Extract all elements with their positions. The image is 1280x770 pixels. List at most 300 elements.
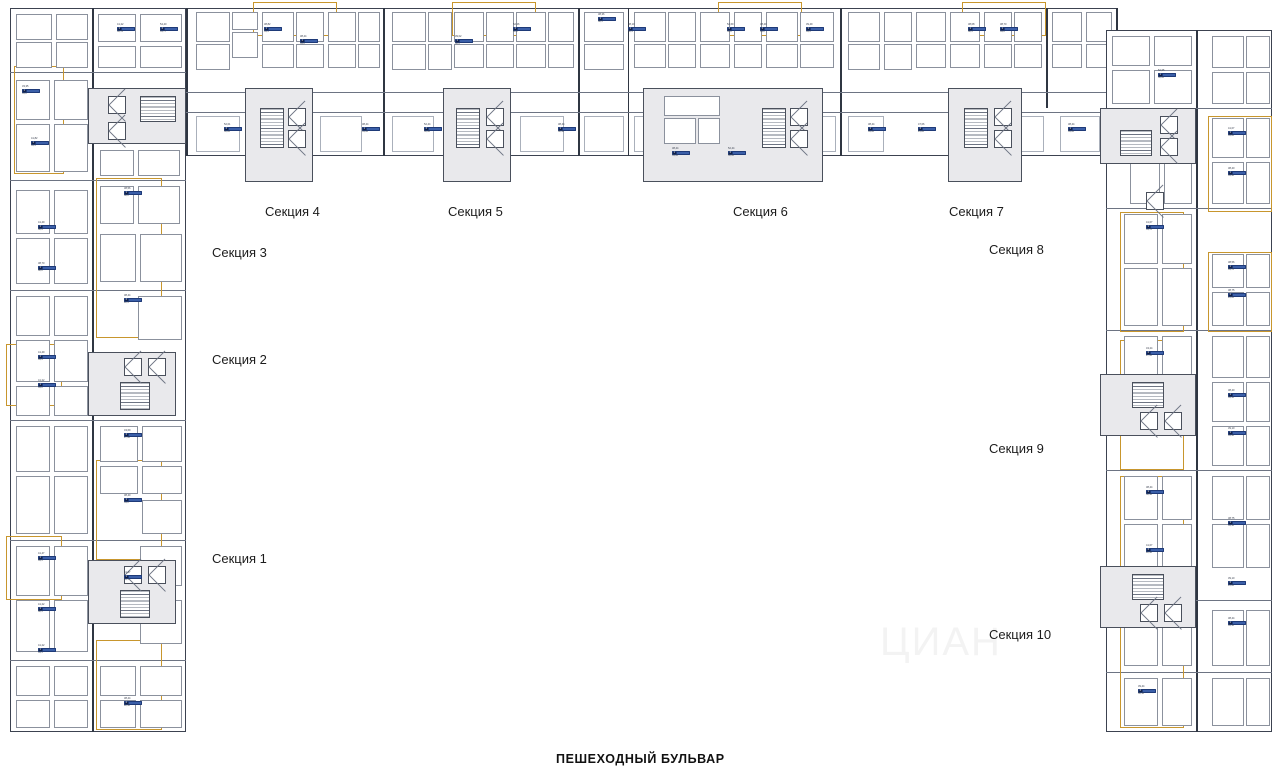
apartment-area: 38,44	[1068, 123, 1075, 126]
apartment-tag[interactable]	[38, 352, 56, 361]
apartment-living-area: 30,76	[117, 29, 123, 33]
apartment-area: 33,35	[22, 85, 29, 88]
section-caption: Секция 4	[265, 204, 320, 219]
apartment-living-area: 50,8	[727, 29, 732, 33]
apartment-room-count: 1	[39, 647, 41, 651]
apartment-tag[interactable]	[1146, 348, 1164, 357]
room	[884, 44, 912, 70]
apartment-chip-bar	[677, 152, 689, 154]
apartment-chip-bar	[1151, 549, 1163, 551]
apartment-tag[interactable]	[1228, 290, 1246, 299]
apartment-chip-bar	[1233, 432, 1245, 434]
apartment-chip-bar	[1073, 128, 1085, 130]
apartment-living-area: 34,70	[1228, 267, 1234, 271]
elevator	[1164, 604, 1182, 622]
room	[1162, 336, 1192, 376]
apartment-room-count: 1	[118, 26, 120, 30]
apartment-living-area: 50,00	[424, 129, 430, 133]
apartment-area: 38,49	[760, 23, 767, 26]
staircase	[120, 382, 150, 410]
staircase	[762, 108, 786, 148]
apartment-chip-bar	[129, 499, 141, 501]
room	[140, 700, 182, 728]
apartment-tag[interactable]	[455, 36, 473, 45]
apartment-area: 52,01	[224, 123, 231, 126]
room	[392, 116, 434, 152]
apartment-room-count: 2	[125, 297, 127, 301]
room	[1212, 678, 1244, 726]
apartment-room-count: 2	[919, 126, 921, 130]
apartment-living-area: 39,4	[38, 357, 43, 361]
room	[698, 118, 720, 144]
apartment-chip-bar	[269, 28, 281, 30]
room	[54, 700, 88, 728]
apartment-chip-bar	[1233, 582, 1245, 584]
room	[328, 12, 356, 42]
apartment-room-count: 1	[1229, 520, 1231, 524]
apartment-living-area: 39,10	[1228, 523, 1234, 527]
room	[142, 500, 182, 534]
apartment-living-area: 39,00	[868, 129, 874, 133]
room	[1246, 426, 1270, 466]
room	[848, 44, 880, 70]
room	[668, 44, 696, 68]
room	[1162, 268, 1192, 326]
room	[358, 44, 380, 68]
apartment-area: 41,22	[38, 644, 45, 647]
apartment-tag[interactable]	[1138, 686, 1156, 695]
apartment-tag[interactable]	[1228, 578, 1246, 587]
room	[54, 340, 88, 382]
elevator	[486, 130, 504, 148]
apartment-chip-bar	[1151, 491, 1163, 493]
room	[138, 150, 180, 176]
apartment-tag[interactable]	[124, 572, 142, 581]
room	[668, 12, 696, 42]
apartment-chip-bar	[518, 28, 530, 30]
apartment-tag[interactable]	[1228, 168, 1246, 177]
apartment-chip-bar	[429, 128, 441, 130]
apartment-room-count: 1	[761, 26, 763, 30]
apartment-chip-bar	[36, 142, 48, 144]
apartment-tag[interactable]	[424, 124, 442, 133]
apartment-tag[interactable]	[124, 495, 142, 504]
room	[100, 234, 136, 282]
apartment-chip-bar	[1233, 266, 1245, 268]
room	[98, 46, 136, 68]
room	[700, 12, 730, 42]
apartment-room-count: 1	[1229, 170, 1231, 174]
room	[1246, 610, 1270, 666]
apartment-living-area: 39,6	[806, 29, 811, 33]
room	[392, 44, 426, 70]
room	[486, 12, 514, 42]
apartment-tag[interactable]	[728, 148, 746, 157]
apartment-chip-bar	[563, 128, 575, 130]
apartment-living-area: 39,2	[760, 29, 765, 33]
section-caption: Секция 10	[989, 627, 1052, 642]
party-wall	[186, 8, 188, 156]
party-wall	[1046, 8, 1048, 108]
apartment-room-count: 1	[1229, 392, 1231, 396]
room	[1246, 382, 1270, 422]
room	[1246, 72, 1270, 104]
room	[56, 42, 88, 68]
apartment-room-count: 1	[456, 38, 458, 42]
apartment-tag[interactable]	[1146, 487, 1164, 496]
apartment-tag[interactable]	[124, 698, 142, 707]
room	[16, 296, 50, 336]
apartment-living-area: 42,90	[1146, 550, 1152, 554]
room	[16, 382, 50, 416]
party-wall	[578, 8, 580, 156]
room	[848, 116, 884, 152]
elevator	[1140, 412, 1158, 430]
apartment-room-count: 2	[125, 700, 127, 704]
elevator	[148, 566, 166, 584]
apartment-tag[interactable]	[1000, 24, 1018, 33]
room	[54, 476, 88, 534]
apartment-tag[interactable]	[727, 24, 745, 33]
apartment-area: 38,44	[558, 123, 565, 126]
apartment-room-count: 1	[1229, 264, 1231, 268]
apartment-tag[interactable]	[362, 124, 380, 133]
apartment-tag[interactable]	[1228, 428, 1246, 437]
apartment-tag[interactable]	[38, 604, 56, 613]
apartment-living-area: 39,0	[300, 41, 305, 45]
apartment-tag[interactable]	[598, 14, 616, 23]
elevator	[108, 96, 126, 114]
apartment-chip-bar	[129, 434, 141, 436]
apartment-tag[interactable]	[558, 124, 576, 133]
room	[548, 12, 574, 42]
staircase	[260, 108, 284, 148]
apartment-tag[interactable]	[1228, 128, 1246, 137]
room	[1212, 336, 1244, 378]
room	[1246, 524, 1270, 568]
apartment-area: 38,44	[300, 35, 307, 38]
room	[548, 44, 574, 68]
apartment-chip-bar	[43, 226, 55, 228]
room	[320, 116, 362, 152]
apartment-tag[interactable]	[38, 263, 56, 272]
room	[664, 96, 720, 116]
apartment-area: 41,47	[38, 552, 45, 555]
elevator	[1146, 192, 1164, 210]
apartment-tag[interactable]	[1228, 518, 1246, 527]
apartment-chip-bar	[43, 267, 55, 269]
apartment-chip-bar	[1143, 690, 1155, 692]
staircase	[1132, 574, 1164, 600]
apartment-room-count: 1	[125, 497, 127, 501]
apartment-chip-bar	[1151, 226, 1163, 228]
apartment-living-area: 39,0	[124, 500, 129, 504]
apartment-living-area: 39,1	[38, 650, 43, 654]
party-wall	[840, 8, 842, 156]
apartment-tag[interactable]	[1146, 222, 1164, 231]
apartment-area: 38,44	[1228, 617, 1235, 620]
apartment-tag[interactable]	[224, 124, 242, 133]
room	[138, 186, 180, 224]
apartment-room-count: 1	[1229, 130, 1231, 134]
apartment-room-count: 1	[39, 555, 41, 559]
room	[54, 666, 88, 696]
apartment-room-count: 1	[363, 126, 365, 130]
apartment-tag[interactable]	[918, 124, 936, 133]
room	[1164, 158, 1192, 204]
section-caption: Секция 7	[949, 204, 1004, 219]
room	[1162, 476, 1192, 520]
room	[358, 12, 380, 42]
watermark: ЦИАН	[880, 620, 1002, 664]
apartment-chip-bar	[1233, 394, 1245, 396]
elevator	[288, 130, 306, 148]
apartment-tag[interactable]	[1228, 390, 1246, 399]
apartment-living-area: 39,1	[124, 577, 129, 581]
apartment-area: 41,47	[124, 571, 131, 574]
apartment-tag[interactable]	[38, 645, 56, 654]
apartment-area: 39,44	[1138, 685, 1145, 688]
apartment-tag[interactable]	[31, 138, 49, 147]
room	[100, 150, 134, 176]
apartment-living-area: 39,5	[38, 558, 43, 562]
apartment-tag[interactable]	[760, 24, 778, 33]
room	[1014, 44, 1042, 68]
room	[520, 116, 564, 152]
apartment-tag[interactable]	[38, 222, 56, 231]
elevator	[148, 358, 166, 376]
apartment-tag[interactable]	[672, 148, 690, 157]
apartment-room-count: 1	[39, 265, 41, 269]
apartment-living-area: 39,00	[1228, 133, 1234, 137]
apartment-chip-bar	[27, 90, 39, 92]
apartment-area: 38,40	[124, 494, 131, 497]
room	[196, 44, 230, 70]
room	[138, 296, 182, 340]
apartment-area: 38,44	[124, 697, 131, 700]
boulevard-label: ПЕШЕХОДНЫЙ БУЛЬВАР	[556, 752, 725, 766]
apartment-living-area: 39,40	[1228, 173, 1234, 177]
elevator	[994, 130, 1012, 148]
apartment-room-count: 2	[729, 150, 731, 154]
apartment-area: 38,10	[628, 23, 635, 26]
apartment-room-count: 1	[1069, 126, 1071, 130]
apartment-tag[interactable]	[1146, 545, 1164, 554]
apartment-area: 41,07	[1228, 127, 1235, 130]
apartment-tag[interactable]	[628, 24, 646, 33]
apartment-tag[interactable]	[968, 24, 986, 33]
room	[664, 118, 696, 144]
apartment-living-area: 39,10	[1228, 623, 1234, 627]
apartment-room-count: 2	[1139, 688, 1141, 692]
party-wall	[383, 8, 385, 156]
apartment-chip-bar	[1233, 622, 1245, 624]
room	[196, 116, 240, 152]
room	[848, 12, 880, 42]
apartment-living-area: 39,40	[1228, 433, 1234, 437]
room	[916, 44, 946, 68]
room	[1212, 118, 1244, 158]
room	[516, 44, 546, 68]
apartment-living-area: 50,2	[513, 29, 518, 33]
apartment-area: 54,40	[160, 23, 167, 26]
apartment-room-count: 2	[1229, 292, 1231, 296]
room	[700, 44, 730, 68]
elevator	[790, 130, 808, 148]
apartment-tag[interactable]	[868, 124, 886, 133]
apartment-area: 38,40	[1228, 167, 1235, 170]
apartment-area: 38,44	[672, 147, 679, 150]
apartment-room-count: 1	[673, 150, 675, 154]
apartment-chip-bar	[732, 28, 744, 30]
room	[328, 44, 356, 68]
apartment-area: 38,70	[38, 262, 45, 265]
apartment-tag[interactable]	[22, 86, 40, 95]
apartment-tag[interactable]	[1158, 70, 1176, 79]
room	[1154, 36, 1192, 66]
apartment-living-area: 50,20	[224, 129, 230, 133]
apartment-chip-bar	[733, 152, 745, 154]
room	[766, 44, 798, 68]
section-caption: Секция 9	[989, 441, 1044, 456]
room	[1052, 12, 1082, 42]
apartment-room-count: 2	[125, 432, 127, 436]
apartment-chip-bar	[129, 702, 141, 704]
apartment-area: 38,75	[1228, 517, 1235, 520]
apartment-tag[interactable]	[160, 24, 178, 33]
room	[584, 44, 624, 70]
apartment-tag[interactable]	[264, 24, 282, 33]
apartment-room-count: 1	[125, 190, 127, 194]
apartment-chip-bar	[765, 28, 777, 30]
apartment-room-count: 1	[559, 126, 561, 130]
apartment-chip-bar	[129, 576, 141, 578]
apartment-living-area: 45,20	[918, 129, 924, 133]
apartment-room-count: 1	[969, 26, 971, 30]
room	[54, 600, 88, 652]
apartment-area: 43,69	[124, 429, 131, 432]
room	[1212, 72, 1244, 104]
room	[428, 44, 452, 70]
apartment-area: 38,40	[1228, 389, 1235, 392]
room	[1060, 116, 1100, 152]
apartment-tag[interactable]	[300, 36, 318, 45]
room	[1124, 476, 1158, 520]
corridor-wall	[10, 420, 186, 421]
room	[54, 426, 88, 472]
apartment-living-area: 39,00	[1068, 129, 1074, 133]
apartment-chip-bar	[129, 299, 141, 301]
room	[100, 466, 138, 494]
apartment-room-count: 2	[1229, 580, 1231, 584]
room	[296, 41, 324, 68]
room	[634, 44, 666, 68]
corridor-wall	[1106, 470, 1272, 471]
apartment-room-count: 1	[1147, 224, 1149, 228]
room	[142, 426, 182, 462]
apartment-area: 52,26	[513, 23, 520, 26]
apartment-room-count: 2	[514, 26, 516, 30]
apartment-area: 38,44	[124, 294, 131, 297]
room	[1162, 678, 1192, 726]
room	[950, 44, 980, 68]
apartment-living-area: 33,0	[22, 91, 27, 95]
room	[454, 41, 484, 68]
apartment-room-count: 1	[1229, 430, 1231, 434]
elevator	[1164, 412, 1182, 430]
apartment-tag[interactable]	[124, 295, 142, 304]
room	[1212, 476, 1244, 520]
apartment-chip-bar	[633, 28, 645, 30]
room	[1246, 118, 1270, 158]
apartment-tag[interactable]	[117, 24, 135, 33]
staircase	[1120, 130, 1152, 156]
apartment-area: 39,10	[1228, 577, 1235, 580]
staircase	[964, 108, 988, 148]
section-caption: Секция 3	[212, 245, 267, 260]
section-caption: Секция 1	[212, 551, 267, 566]
room	[262, 44, 294, 68]
apartment-area: 38,56	[1228, 261, 1235, 264]
apartment-living-area: 39,0	[1000, 29, 1005, 33]
apartment-chip-bar	[229, 128, 241, 130]
apartment-tag[interactable]	[38, 380, 56, 389]
apartment-area: 41,82	[31, 137, 38, 140]
apartment-area: 52,44	[728, 147, 735, 150]
apartment-tag[interactable]	[513, 24, 531, 33]
apartment-living-area: 42,90	[124, 703, 130, 707]
apartment-area: 38,70	[1000, 23, 1007, 26]
room	[196, 12, 230, 42]
apartment-room-count: 1	[39, 382, 41, 386]
apartment-chip-bar	[603, 18, 615, 20]
apartment-chip-bar	[43, 649, 55, 651]
apartment-tag[interactable]	[1068, 124, 1086, 133]
apartment-tag[interactable]	[124, 188, 142, 197]
room	[1246, 292, 1270, 326]
staircase	[1132, 382, 1164, 408]
apartment-chip-bar	[305, 40, 317, 42]
room	[984, 44, 1012, 68]
apartment-tag[interactable]	[1228, 262, 1246, 271]
apartment-chip-bar	[923, 128, 935, 130]
apartment-room-count: 2	[1147, 350, 1149, 354]
apartment-area: 41,07	[1146, 544, 1153, 547]
room	[16, 426, 50, 472]
apartment-tag[interactable]	[124, 430, 142, 439]
apartment-tag[interactable]	[806, 24, 824, 33]
apartment-tag[interactable]	[38, 553, 56, 562]
apartment-area: 52,65	[1158, 69, 1165, 72]
room	[1124, 268, 1158, 326]
apartment-room-count: 1	[39, 354, 41, 358]
apartment-living-area: 47,60	[124, 435, 130, 439]
room	[800, 44, 834, 68]
apartment-area: 41,22	[38, 379, 45, 382]
apartment-living-area: 38,0	[124, 193, 129, 197]
apartment-living-area: 51,77	[160, 29, 166, 33]
room	[140, 46, 182, 68]
apartment-chip-bar	[1233, 172, 1245, 174]
apartment-tag[interactable]	[1228, 618, 1246, 627]
apartment-living-area: 47,60	[1146, 353, 1152, 357]
apartment-area: 43,24	[1146, 347, 1153, 350]
room	[56, 14, 88, 40]
apartment-room-count: 1	[1001, 26, 1003, 30]
apartment-room-count: 1	[629, 26, 631, 30]
apartment-living-area: 39,00	[362, 129, 368, 133]
room	[1246, 476, 1270, 520]
